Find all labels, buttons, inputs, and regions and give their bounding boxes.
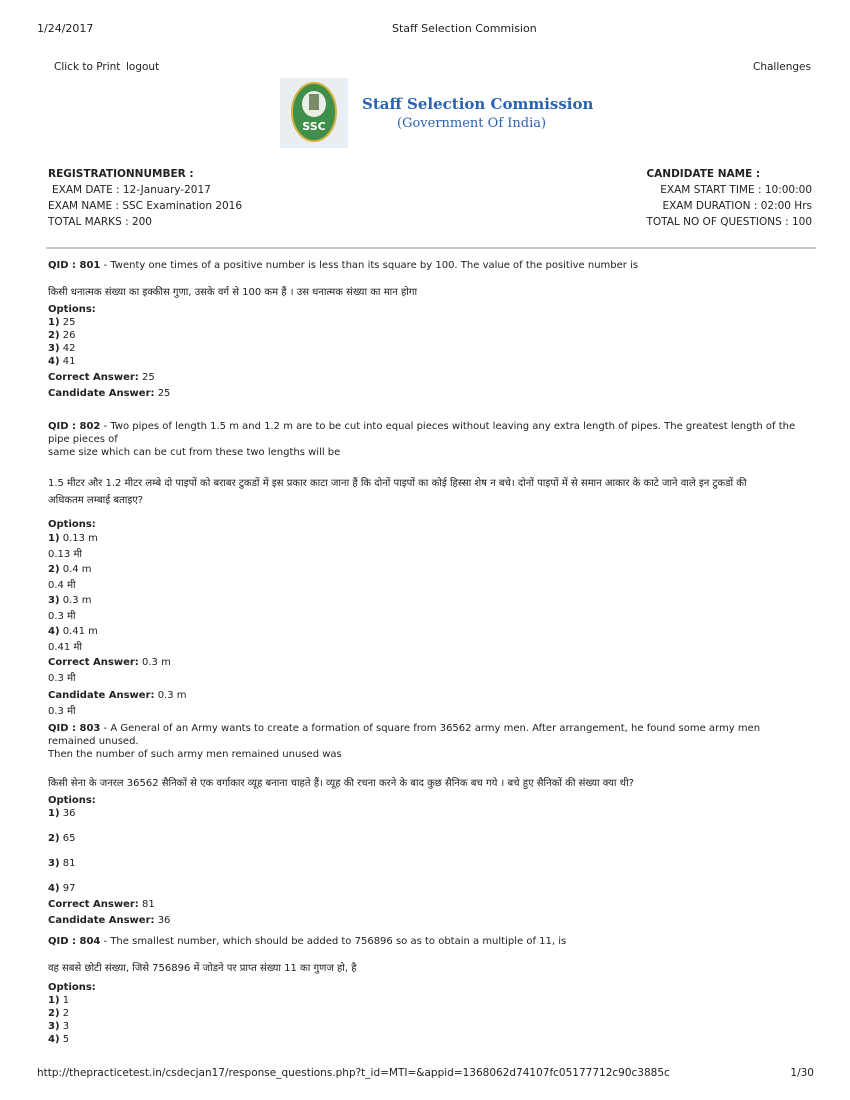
options-label: Options: <box>48 304 96 315</box>
question-text-2: same size which can be cut from these two lengths will be <box>48 447 341 458</box>
info-right <box>646 166 812 230</box>
option-1: 1) 25 <box>48 317 76 328</box>
question-text: - Twenty one times of a positive number is less than its square by 100. The value of the positive number is <box>100 260 639 271</box>
question-801 <box>48 259 808 400</box>
question-text-2: Then the number of such army men remained unused was <box>48 749 342 760</box>
question-804 <box>48 935 808 1046</box>
total-marks: TOTAL MARKS : 200 <box>48 216 152 228</box>
footer-url: http://thepracticetest.in/csdecjan17/response_questions.php?t_id=MTI=&appid=1368062d74107fc05177712c90c3885c <box>37 1067 670 1079</box>
option-2: 2) 2 <box>48 1008 70 1019</box>
candidate-name-label: CANDIDATE NAME : <box>646 168 761 180</box>
svg-text:SSC: SSC <box>302 120 326 133</box>
info-left <box>48 166 242 230</box>
option-2: 2) 0.4 m <box>48 564 92 575</box>
qid: QID : 801 <box>48 260 101 271</box>
ssc-emblem-icon <box>280 78 348 148</box>
qid: QID : 803 <box>48 723 101 734</box>
option-3: 3) 42 <box>48 343 76 354</box>
logout-link[interactable]: logout <box>126 61 160 73</box>
divider <box>46 247 816 249</box>
option-4: 4) 41 <box>48 356 76 367</box>
challenges-link[interactable]: Challenges <box>753 61 811 73</box>
option-2: 2) 26 <box>48 330 76 341</box>
option-3: 3) 0.3 m <box>48 595 92 606</box>
print-date: 1/24/2017 <box>37 22 94 35</box>
logo-subtitle: (Government Of India) <box>397 116 547 131</box>
option-2: 2) 65 <box>48 833 76 844</box>
question-hindi: वह सबसे छोटी संख्या, जिसे 756896 में जोडने पर प्राप्त संख्या 11 का गुणज हो, है <box>48 963 357 974</box>
option-4: 4) 97 <box>48 883 76 894</box>
page-number: 1/30 <box>790 1067 814 1079</box>
correct-answer: Correct Answer: 0.3 m <box>48 657 171 668</box>
qid: QID : 802 <box>48 421 101 432</box>
question-text: - A General of an Army wants to create a formation of square from 36562 army men. After arrangement, he found some army men remained unused. <box>48 723 761 747</box>
option-4: 4) 0.41 m <box>48 626 98 637</box>
click-to-print-link[interactable]: Click to Print <box>54 61 121 73</box>
options-label: Options: <box>48 982 96 993</box>
option-3: 3) 3 <box>48 1021 70 1032</box>
option-3-hindi: 0.3 मी <box>48 610 76 622</box>
option-4-hindi: 0.41 मी <box>48 641 83 653</box>
logo-title: Staff Selection Commission <box>362 95 594 113</box>
option-3: 3) 81 <box>48 858 76 869</box>
registration-label: REGISTRATIONNUMBER : <box>48 168 194 180</box>
question-hindi: 1.5 मीटर और 1.2 मीटर लम्बे दो पाइपों को बराबर टुकडों में इस प्रकार काटा जाना हैं कि दोनों पाइपों का कोई हिस्सा शेष न बचे। दोनों पाइपों में से समान आकार के काटे जाने वाले इन टुकडों की अधिकतम लम्बाई बताइए? <box>48 478 747 506</box>
exam-name: EXAM NAME : SSC Examination 2016 <box>48 200 243 212</box>
question-text: - The smallest number, which should be added to 756896 so as to obtain a multiple of 11, is <box>100 936 567 947</box>
exam-duration: EXAM DURATION : 02:00 Hrs <box>662 200 812 212</box>
options-label: Options: <box>48 795 96 806</box>
candidate-answer: Candidate Answer: 36 <box>48 915 171 926</box>
qid: QID : 804 <box>48 936 101 947</box>
candidate-answer: Candidate Answer: 25 <box>48 388 171 399</box>
candidate-answer-hindi: 0.3 मी <box>48 705 76 717</box>
correct-answer: Correct Answer: 25 <box>48 372 155 383</box>
options-label: Options: <box>48 519 96 530</box>
correct-answer: Correct Answer: 81 <box>48 899 155 910</box>
question-802 <box>48 420 808 719</box>
question-text: - Two pipes of length 1.5 m and 1.2 m are to be cut into equal pieces without leaving any extra length of pipes. The greatest length of the pipe pieces of <box>48 421 796 445</box>
candidate-answer: Candidate Answer: 0.3 m <box>48 690 187 701</box>
option-1: 1) 1 <box>48 995 70 1006</box>
correct-answer-hindi: 0.3 मी <box>48 672 76 684</box>
exam-start-time: EXAM START TIME : 10:00:00 <box>660 184 812 196</box>
option-2-hindi: 0.4 मी <box>48 579 76 591</box>
option-1-hindi: 0.13 मी <box>48 548 83 560</box>
question-hindi: किसी धनात्मक संख्या का इक्कीस गुणा, उसके वर्ग से 100 कम हैं । उस धनात्मक संख्या का मान होगा <box>48 287 418 298</box>
option-4: 4) 5 <box>48 1034 70 1045</box>
option-1: 1) 36 <box>48 808 76 819</box>
exam-date: EXAM DATE : 12-January-2017 <box>52 184 211 196</box>
question-803 <box>48 722 808 927</box>
option-1: 1) 0.13 m <box>48 533 98 544</box>
total-questions: TOTAL NO OF QUESTIONS : 100 <box>646 216 812 228</box>
ssc-emblem <box>280 78 348 148</box>
page-title: Staff Selection Commision <box>392 22 537 35</box>
question-hindi: किसी सेना के जनरल 36562 सैनिकों से एक वर्गाकार व्यूह बनाना चाहते हैं। व्यूह की रचना करने के बाद कुछ सैनिक बच गये । बचे हुए सैनिकों की संख्या क्या थी? <box>48 778 634 789</box>
